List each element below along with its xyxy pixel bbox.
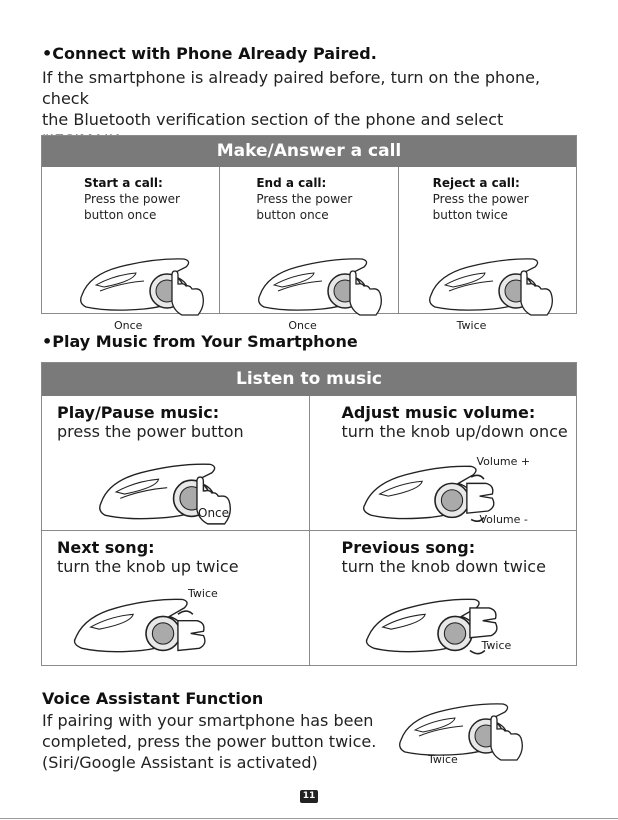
call-cell-reject (399, 167, 576, 332)
press-count-label: Twice (188, 587, 218, 600)
music-heading: •Play Music from Your Smartphone (42, 332, 358, 351)
call-table-row (42, 167, 576, 332)
voice-heading: Voice Assistant Function (42, 689, 264, 708)
connect-line-2: the Bluetooth verification section of the phone and select (42, 110, 504, 129)
press-count-label: Once (288, 319, 317, 332)
music-cell-sub: turn the knob up twice (57, 557, 239, 576)
music-table-row-2 (42, 530, 576, 665)
call-cell-line1: Press the power (256, 192, 353, 206)
volume-down-label: Volume - (479, 513, 528, 526)
music-cell-previous-song (310, 531, 577, 665)
call-cell-end (220, 167, 398, 332)
page-number: 11 (300, 790, 318, 803)
call-cell-title: End a call: (256, 176, 327, 190)
call-cell-title: Start a call: (84, 176, 163, 190)
connect-heading: •Connect with Phone Already Paired. (42, 44, 377, 63)
call-cell-line2: button twice (432, 208, 508, 222)
music-cell-volume (310, 396, 577, 530)
call-cell-line2: button once (256, 208, 329, 222)
voice-line-2: completed, press the power button twice. (42, 732, 377, 751)
music-table-header: Listen to music (42, 363, 576, 396)
headset-device-icon (393, 700, 528, 762)
call-cell-line2: button once (84, 208, 157, 222)
headset-device-icon (423, 255, 558, 317)
music-table (41, 362, 577, 666)
music-cell-sub: turn the knob down twice (341, 557, 546, 576)
press-count-label: Once (114, 319, 143, 332)
call-cell-title: Reject a call: (432, 176, 520, 190)
headset-device-icon (252, 255, 387, 317)
connect-line-1: If the smartphone is already paired before, turn on the phone, check (42, 68, 541, 108)
footer-divider (0, 818, 618, 819)
call-table-header: Make/Answer a call (42, 136, 576, 167)
headset-device-icon (74, 255, 209, 317)
call-cell-line1: Press the power (84, 192, 180, 206)
headset-turn-knob-icon (66, 593, 226, 659)
music-cell-next-song (42, 531, 310, 665)
music-table-row-1 (42, 396, 576, 530)
call-cell-start (42, 167, 220, 332)
voice-line-3: (Siri/Google Assistant is activated) (42, 753, 318, 772)
music-cell-title: Play/Pause music: (57, 403, 220, 422)
call-table (41, 135, 577, 332)
music-cell-sub: turn the knob up/down once (341, 422, 568, 441)
call-cell-line1: Press the power (432, 192, 529, 206)
music-cell-sub: press the power button (57, 422, 244, 441)
press-count-label: Once (198, 506, 230, 520)
voice-line-1: If pairing with your smartphone has been (42, 711, 374, 730)
music-cell-title: Adjust music volume: (341, 403, 536, 422)
volume-up-label: Volume + (476, 455, 531, 468)
press-count-label: Twice (428, 753, 458, 766)
music-cell-title: Next song: (57, 538, 155, 557)
voice-paragraph (42, 710, 382, 773)
press-count-label: Twice (481, 639, 512, 652)
music-cell-play-pause (42, 396, 310, 530)
music-cell-title: Previous song: (341, 538, 476, 557)
press-count-label: Twice (456, 319, 487, 332)
